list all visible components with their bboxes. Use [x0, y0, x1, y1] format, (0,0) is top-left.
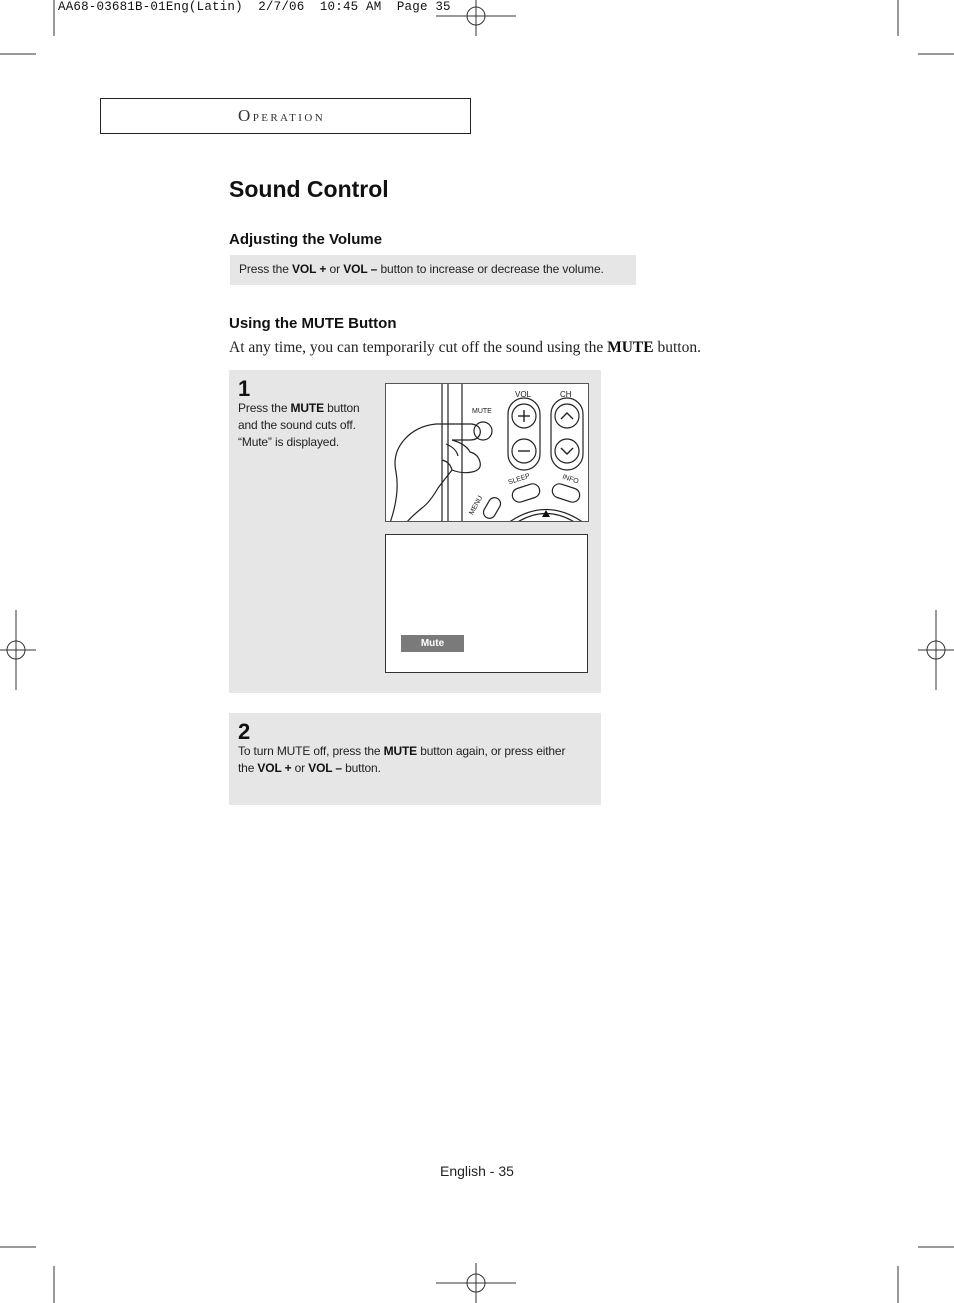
note-text: button to increase or decrease the volume.	[377, 262, 604, 276]
section-header	[100, 98, 471, 134]
step-text-line: and the sound cuts off.	[238, 418, 356, 432]
intro-bold-mute: MUTE	[607, 339, 654, 356]
volume-heading: Adjusting the Volume	[229, 231, 383, 248]
step-1-text	[238, 400, 378, 451]
mute-heading: Using the MUTE Button	[229, 315, 397, 332]
tv-screen	[385, 534, 588, 673]
remote-label-menu: MENU	[468, 494, 485, 517]
remote-drawing	[386, 384, 589, 522]
step-bold-vol-plus: VOL +	[257, 761, 292, 775]
step-text-part: the	[238, 761, 258, 775]
page-footer: English - 35	[440, 1163, 514, 1179]
remote-label-info: INFO	[561, 473, 580, 486]
step-text-line: “Mute” is displayed.	[238, 435, 340, 449]
intro-text: button.	[653, 339, 701, 356]
note-text: or	[326, 262, 344, 276]
step-text-part: button	[323, 401, 360, 415]
step-bold-vol-minus: VOL –	[308, 761, 342, 775]
step-1-number: 1	[238, 376, 251, 401]
remote-label-vol: VOL	[515, 390, 532, 399]
mute-osd-label: Mute	[401, 635, 464, 652]
step-text-part: To turn MUTE off, press the	[238, 744, 384, 758]
remote-illustration	[385, 383, 589, 522]
remote-label-ch: CH	[560, 390, 572, 399]
section-label: Operation	[238, 106, 326, 125]
note-bold-vol-minus: VOL –	[343, 262, 378, 276]
step-2-text	[238, 743, 588, 777]
step-2-number: 2	[238, 719, 251, 744]
note-bold-vol-plus: VOL +	[292, 262, 327, 276]
step-text-part: or	[291, 761, 309, 775]
remote-label-mute: MUTE	[472, 408, 492, 415]
step-bold-mute: MUTE	[383, 744, 418, 758]
step-text-part: button again, or press either	[417, 744, 566, 758]
step-text-part: Press the	[238, 401, 291, 415]
note-text: Press the	[239, 262, 293, 276]
page-title: Sound Control	[229, 176, 389, 202]
step-text-part: button.	[341, 761, 381, 775]
mute-intro	[229, 339, 701, 357]
step-bold-mute: MUTE	[290, 401, 324, 415]
print-slug: AA68-03681B-01Eng(Latin) 2/7/06 10:45 AM Page 35	[58, 0, 451, 14]
volume-note	[230, 255, 636, 285]
remote-label-sleep: SLEEP	[507, 472, 532, 487]
intro-text: At any time, you can temporarily cut off the sound using the	[229, 339, 608, 356]
